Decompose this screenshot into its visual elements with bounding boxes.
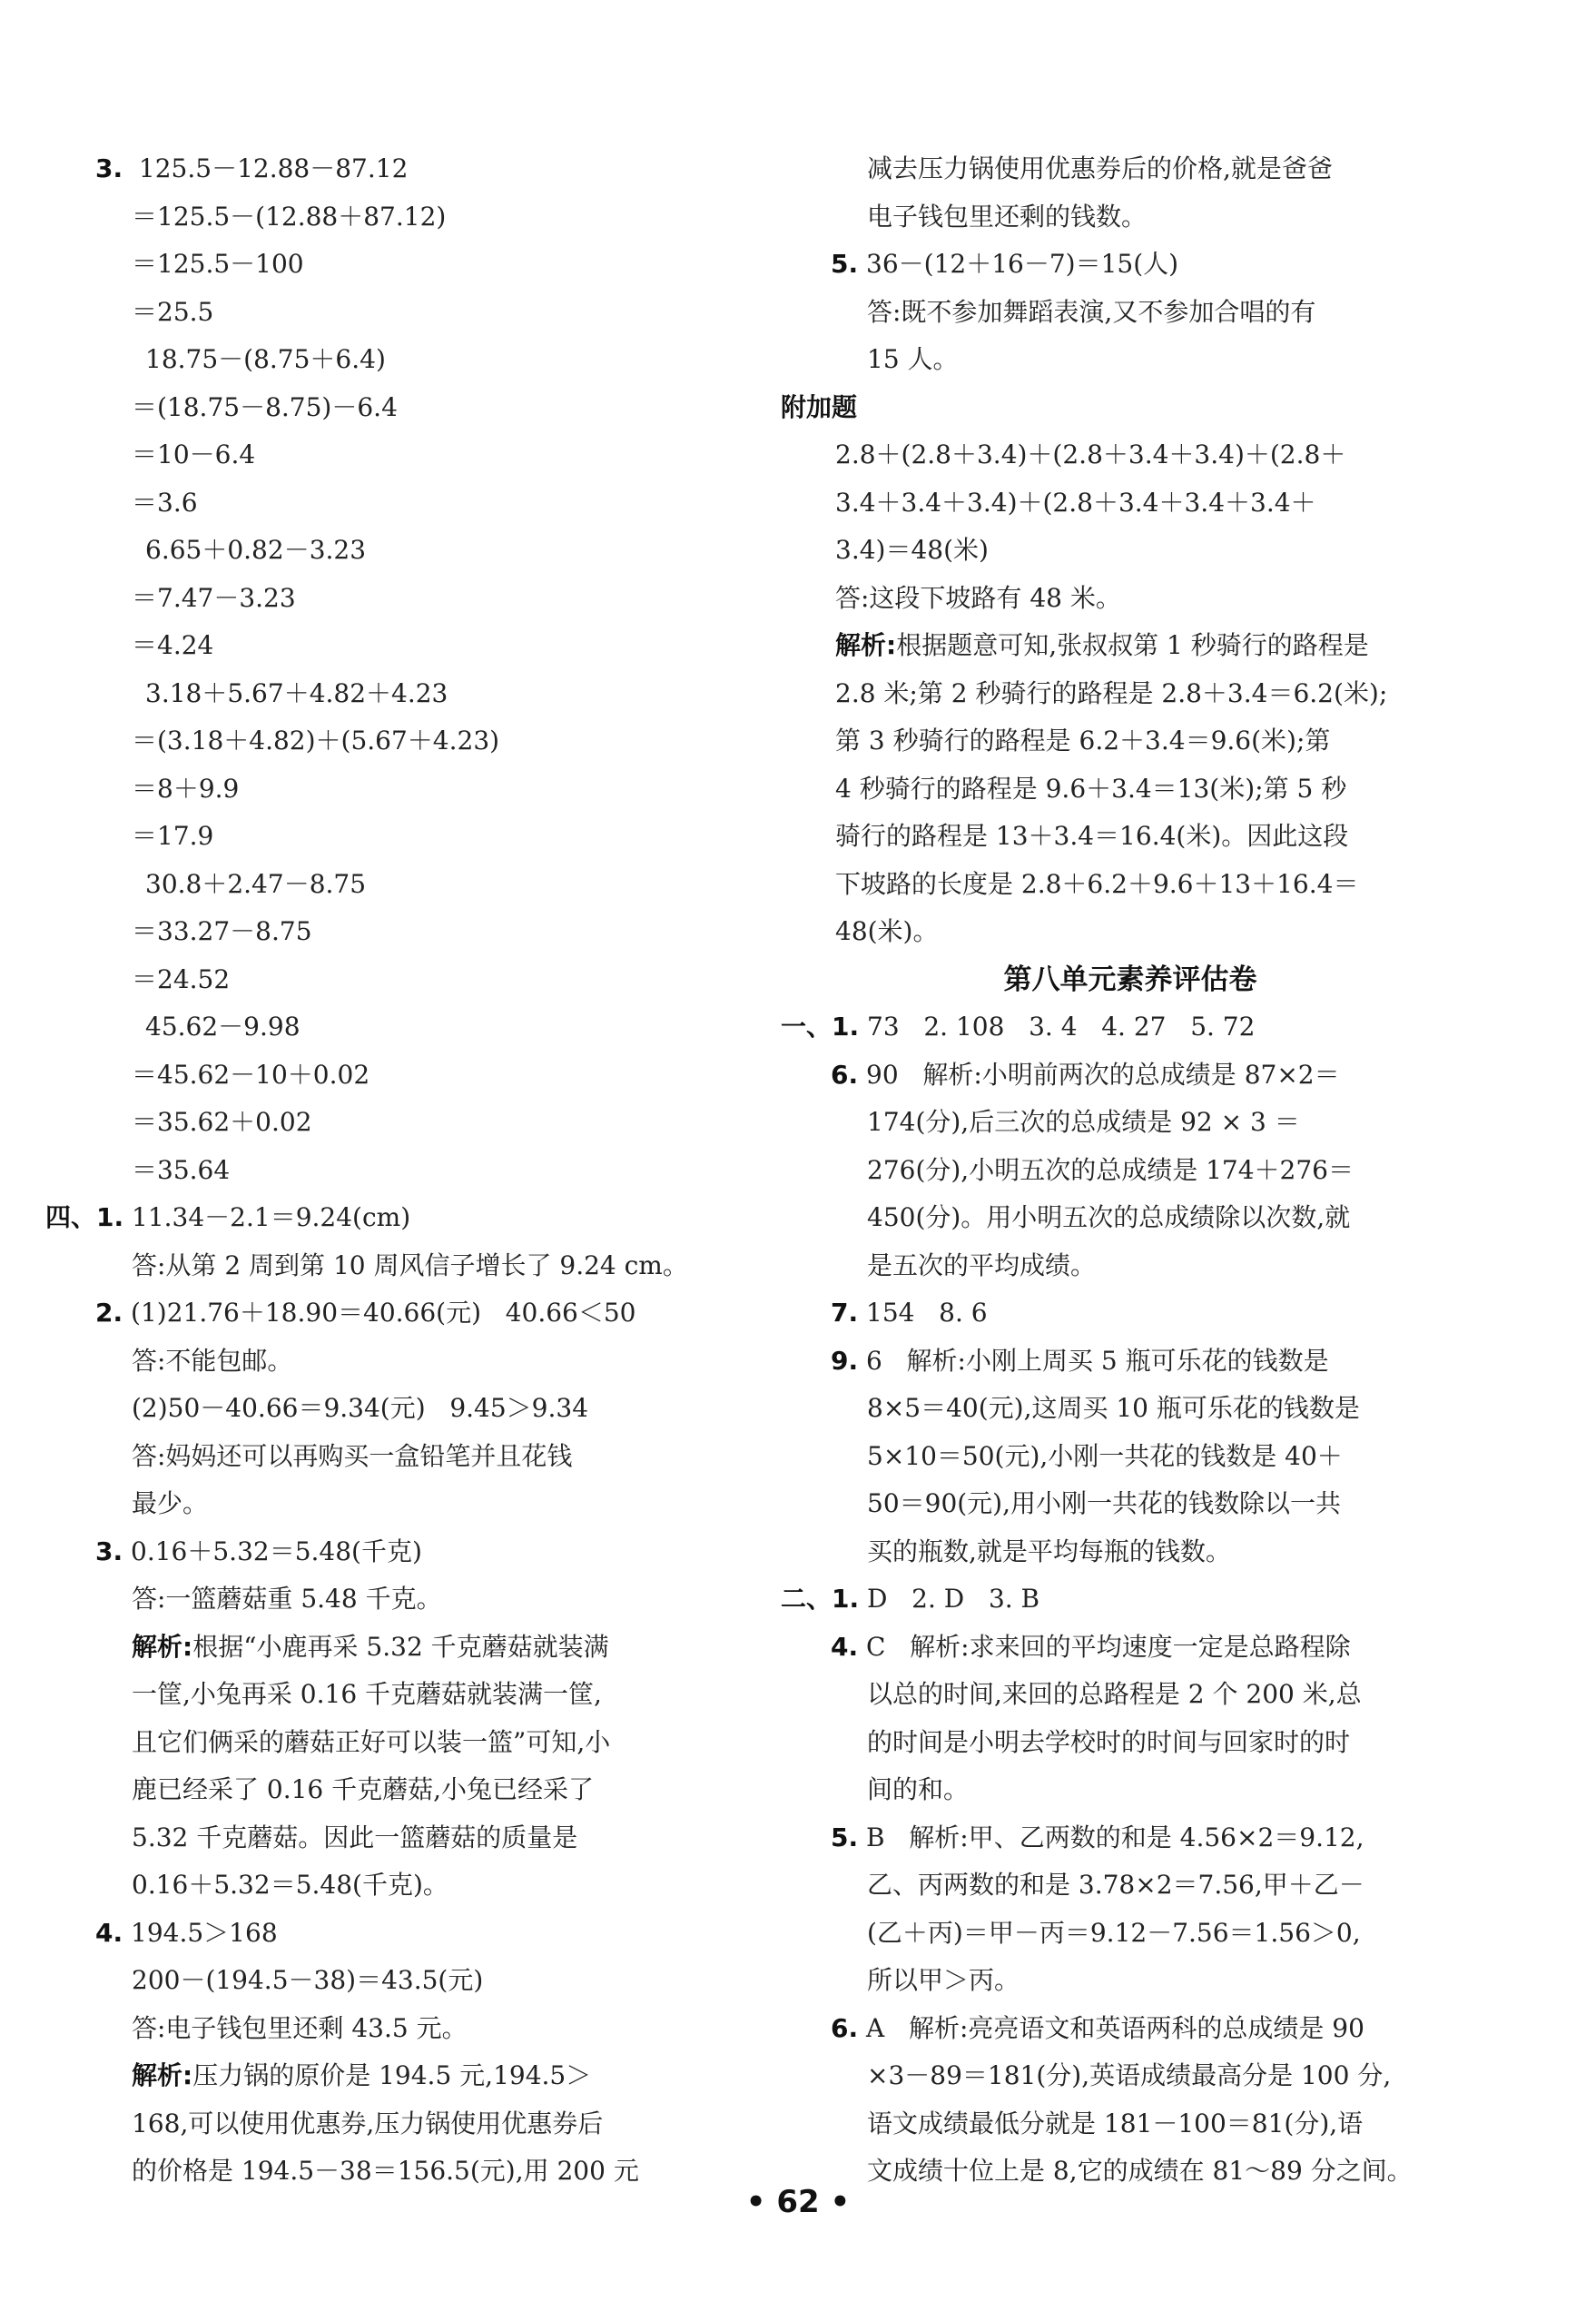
text-line [45, 1624, 754, 1672]
text-line [45, 1052, 754, 1100]
item-label: 3. [95, 1536, 123, 1566]
item-label: 4. [831, 1631, 859, 1662]
text-line [45, 1862, 754, 1910]
text-line [781, 765, 1480, 814]
item-label: 9. [831, 1345, 859, 1376]
text-line [45, 479, 754, 528]
line-text: 174(分),后三次的总成绩是 92 × 3 ＝ [867, 1107, 1300, 1137]
line-text: ＝10－6.4 [132, 440, 256, 469]
item-label: 二、1. [781, 1584, 860, 1614]
text-line [45, 431, 754, 479]
text-line [781, 1910, 1480, 1958]
text-line [45, 1385, 754, 1433]
text-line [781, 1194, 1480, 1242]
line-text: 以总的时间,来回的总路程是 2 个 200 米,总 [867, 1679, 1362, 1709]
text-line [45, 813, 754, 861]
line-text: 答:一篮蘑菇重 5.48 千克。 [132, 1584, 442, 1614]
line-text: 减去压力锅使用优惠券后的价格,就是爸爸 [867, 153, 1333, 183]
line-text: 电子钱包里还剩的钱数。 [867, 201, 1148, 232]
text-line [45, 1766, 754, 1814]
line-text: 276(分),小明五次的总成绩是 174＋276＝ [867, 1154, 1354, 1185]
text-line [781, 1003, 1480, 1052]
line-text: (2)50－40.66＝9.34(元) 9.45＞9.34 [132, 1393, 589, 1423]
line-text: ×3－89＝181(分),英语成绩最高分是 100 分, [867, 2060, 1392, 2090]
item-label: 7. [831, 1298, 859, 1328]
text-line [781, 1957, 1480, 2005]
line-text: 2.8＋(2.8＋3.4)＋(2.8＋3.4＋3.4)＋(2.8＋ [835, 440, 1346, 469]
line-text: 最少。 [132, 1488, 209, 1518]
line-text: 3.18＋5.67＋4.82＋4.23 [145, 677, 448, 708]
text-line [45, 861, 754, 909]
line-text: 154 8. 6 [858, 1298, 988, 1328]
text-line [781, 1624, 1480, 1672]
text-line [781, 1289, 1480, 1338]
text-line [45, 1719, 754, 1767]
text-line [781, 717, 1480, 765]
text-line [45, 1003, 754, 1052]
text-line [45, 1671, 754, 1719]
item-label: 2. [95, 1298, 123, 1328]
text-line [781, 336, 1480, 384]
item-label: 6. [831, 2012, 859, 2043]
line-text: 是五次的平均成绩。 [867, 1249, 1097, 1280]
text-line [781, 289, 1480, 337]
line-text: A 解析:亮亮语文和英语两科的总成绩是 90 [858, 2012, 1364, 2043]
text-line [45, 908, 754, 956]
line-text: 2.8 米;第 2 秒骑行的路程是 2.8＋3.4＝6.2(米); [835, 677, 1388, 708]
text-line [781, 1528, 1480, 1576]
section-title: 第八单元素养评估卷 [1003, 963, 1257, 996]
line-text: ＝35.62＋0.02 [132, 1107, 312, 1137]
line-text: 答:电子钱包里还剩 43.5 元。 [132, 2012, 468, 2043]
text-line [45, 1433, 754, 1481]
line-text: ＝(18.75－8.75)－6.4 [132, 391, 398, 422]
text-line [45, 2100, 754, 2148]
line-text: (1)21.76＋18.90＝40.66(元) 40.66＜50 [123, 1298, 636, 1328]
line-text: 15 人。 [867, 344, 959, 374]
line-text: C 解析:求来回的平均速度一定是总路程除 [858, 1631, 1351, 1662]
line-text: 压力锅的原价是 194.5 元,194.5＞ [192, 2060, 592, 2090]
line-text: 73 2. 108 3. 4 4. 27 5. 72 [859, 1012, 1256, 1042]
left-column [45, 145, 754, 2196]
line-text: 11.34－2.1＝9.24(cm) [123, 1202, 411, 1232]
line-text: 的时间是小明去学校时的时间与回家时的时 [867, 1726, 1351, 1757]
text-line [781, 384, 1480, 432]
text-line [781, 431, 1480, 479]
line-text: 间的和。 [867, 1774, 970, 1804]
line-text: (乙＋丙)＝甲－丙＝9.12－7.56＝1.56＞0, [867, 1917, 1361, 1948]
text-line [45, 1147, 754, 1195]
line-text: 答:不能包邮。 [132, 1345, 293, 1376]
line-text: ＝3.6 [132, 487, 198, 518]
text-line [781, 1814, 1480, 1862]
line-text: 下坡路的长度是 2.8＋6.2＋9.6＋13＋16.4＝ [835, 868, 1359, 899]
text-line [781, 241, 1480, 289]
line-text: B 解析:甲、乙两数的和是 4.56×2＝9.12, [858, 1822, 1364, 1852]
text-line [781, 1385, 1480, 1433]
line-text: 根据题意可知,张叔叔第 1 秒骑行的路程是 [896, 630, 1369, 660]
text-line [781, 813, 1480, 861]
text-line [45, 765, 754, 814]
text-line [781, 575, 1480, 623]
line-text: 8×5＝40(元),这周买 10 瓶可乐花的钱数是 [867, 1393, 1360, 1423]
item-label: 解析: [132, 2060, 193, 2090]
line-text: 45.62－9.98 [145, 1012, 300, 1042]
line-text: 买的瓶数,就是平均每瓶的钱数。 [867, 1536, 1231, 1566]
item-label: 3. [95, 153, 123, 183]
text-line [45, 717, 754, 765]
item-label: 四、1. [45, 1202, 124, 1232]
line-text: ＝4.24 [132, 630, 214, 660]
item-label: 一、1. [781, 1012, 860, 1042]
text-line [781, 908, 1480, 956]
line-text: ＝17.9 [132, 821, 214, 851]
line-text: 200－(194.5－38)＝43.5(元) [132, 1965, 484, 1995]
line-text: 4 秒骑行的路程是 9.6＋3.4＝13(米);第 5 秒 [835, 773, 1347, 804]
line-text: 36－(12＋16－7)＝15(人) [858, 249, 1179, 279]
line-text: 6 解析:小刚上周买 5 瓶可乐花的钱数是 [858, 1345, 1329, 1376]
line-text: 5×10＝50(元),小刚一共花的钱数是 40＋ [867, 1440, 1343, 1471]
text-line [45, 1575, 754, 1624]
text-line [45, 527, 754, 575]
text-line [781, 193, 1480, 242]
line-text: 答:这段下坡路有 48 米。 [835, 582, 1121, 613]
item-label: 解析: [835, 630, 897, 660]
line-text: ＝8＋9.9 [132, 773, 240, 804]
text-line [781, 527, 1480, 575]
text-line [781, 1575, 1480, 1624]
text-line [45, 193, 754, 242]
text-line [45, 384, 754, 432]
line-text: D 2. D 3. B [859, 1584, 1040, 1614]
text-line [781, 1480, 1480, 1528]
line-text: 文成绩十位上是 8,它的成绩在 81～89 分之间。 [867, 2156, 1413, 2186]
text-line [781, 1719, 1480, 1767]
text-line [45, 145, 754, 193]
text-line [781, 1433, 1480, 1481]
text-line [45, 1338, 754, 1386]
text-line [45, 1194, 754, 1242]
line-text: 0.16＋5.32＝5.48(千克)。 [132, 1870, 448, 1900]
line-text: 168,可以使用优惠券,压力锅使用优惠券后 [132, 2108, 604, 2138]
line-text: 0.16＋5.32＝5.48(千克) [123, 1536, 422, 1566]
line-text: 450(分)。用小明五次的总成绩除以次数,就 [867, 1202, 1351, 1232]
item-label: 解析: [132, 1631, 193, 1662]
line-text: 所以甲＞丙。 [867, 1965, 1020, 1995]
text-line [45, 1099, 754, 1147]
item-label: 5. [831, 249, 859, 279]
line-text: 且它们俩采的蘑菇正好可以装一篮”可知,小 [132, 1726, 611, 1757]
text-line [781, 1338, 1480, 1386]
text-line [45, 1480, 754, 1528]
text-line [45, 2052, 754, 2100]
line-text: ＝125.5－(12.88＋87.12) [132, 201, 447, 232]
line-text: 第 3 秒骑行的路程是 6.2＋3.4＝9.6(米);第 [835, 726, 1331, 756]
text-line [781, 1052, 1480, 1100]
text-line [781, 622, 1480, 670]
line-text: ＝33.27－8.75 [132, 916, 312, 946]
text-line [781, 1242, 1480, 1290]
line-text: ＝25.5 [132, 296, 214, 327]
page-number: • 62 • [745, 2184, 851, 2220]
line-text: 3.4)＝48(米) [835, 535, 989, 565]
line-text: 30.8＋2.47－8.75 [145, 868, 367, 899]
text-line [45, 1528, 754, 1576]
line-text: 125.5－12.88－87.12 [123, 153, 409, 183]
text-line [45, 241, 754, 289]
text-line [781, 2005, 1480, 2053]
line-text: 194.5＞168 [123, 1917, 278, 1948]
line-text: 3.4＋3.4＋3.4)＋(2.8＋3.4＋3.4＋3.4＋ [835, 487, 1316, 518]
line-text: 一筐,小兔再采 0.16 千克蘑菇就装满一筐, [132, 1679, 602, 1709]
text-line [45, 336, 754, 384]
line-text: 90 解析:小明前两次的总成绩是 87×2＝ [858, 1059, 1340, 1090]
text-line [781, 670, 1480, 718]
line-text: 答:既不参加舞蹈表演,又不参加合唱的有 [867, 296, 1316, 327]
line-text: 6.65＋0.82－3.23 [145, 535, 367, 565]
text-line [781, 1766, 1480, 1814]
text-line [45, 1242, 754, 1290]
text-line [45, 670, 754, 718]
text-line [781, 1099, 1480, 1147]
item-label: 6. [831, 1059, 859, 1090]
line-text: 的价格是 194.5－38＝156.5(元),用 200 元 [132, 2156, 639, 2186]
line-text: ＝24.52 [132, 963, 231, 994]
text-line [781, 1147, 1480, 1195]
text-line [45, 1814, 754, 1862]
line-text: ＝(3.18＋4.82)＋(5.67＋4.23) [132, 726, 500, 756]
line-text: 乙、丙两数的和是 3.78×2＝7.56,甲＋乙－ [867, 1870, 1364, 1900]
line-text: ＝45.62－10＋0.02 [132, 1059, 370, 1090]
item-label: 4. [95, 1917, 123, 1948]
text-line [45, 956, 754, 1004]
text-line [781, 479, 1480, 528]
right-column [781, 145, 1480, 2196]
text-line [45, 622, 754, 670]
item-label: 5. [831, 1822, 859, 1852]
text-line [45, 1957, 754, 2005]
text-line [45, 1289, 754, 1338]
line-text: ＝7.47－3.23 [132, 582, 296, 613]
text-line [781, 1862, 1480, 1910]
text-line [45, 289, 754, 337]
line-text: 答:从第 2 周到第 10 周风信子增长了 9.24 cm。 [132, 1249, 688, 1280]
text-line [45, 1910, 754, 1958]
line-text: 48(米)。 [835, 916, 939, 946]
line-text: 鹿已经采了 0.16 千克蘑菇,小兔已经采了 [132, 1774, 595, 1804]
line-text: 18.75－(8.75＋6.4) [145, 344, 386, 374]
line-text: ＝125.5－100 [132, 249, 304, 279]
line-text: 根据“小鹿再采 5.32 千克蘑菇就装满 [192, 1631, 609, 1662]
item-label: 附加题 [781, 391, 858, 422]
line-text: 骑行的路程是 13＋3.4＝16.4(米)。因此这段 [835, 821, 1349, 851]
text-line [781, 2100, 1480, 2148]
line-text: 答:妈妈还可以再购买一盒铅笔并且花钱 [132, 1440, 573, 1471]
text-line [781, 1671, 1480, 1719]
text-line [45, 575, 754, 623]
line-text: ＝35.64 [132, 1154, 231, 1185]
text-line [781, 2052, 1480, 2100]
line-text: 语文成绩最低分就是 181－100＝81(分),语 [867, 2108, 1364, 2138]
text-line [781, 861, 1480, 909]
line-text: 5.32 千克蘑菇。因此一篮蘑菇的质量是 [132, 1822, 578, 1852]
line-text: 50＝90(元),用小刚一共花的钱数除以一共 [867, 1488, 1342, 1518]
text-line [45, 2005, 754, 2053]
text-line [781, 145, 1480, 193]
